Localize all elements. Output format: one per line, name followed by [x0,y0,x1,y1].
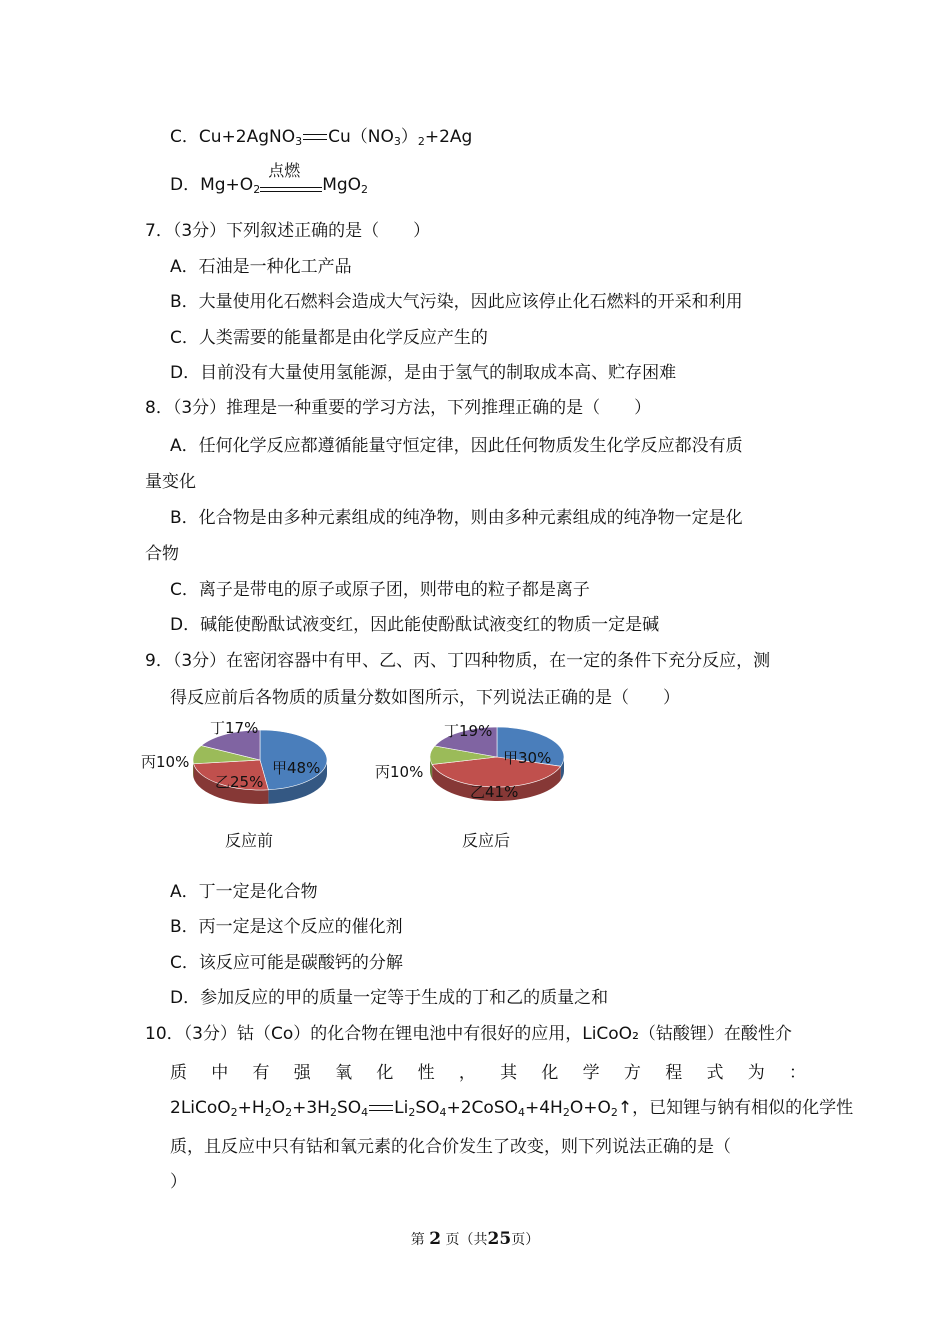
q10-char: 式 [706,1063,724,1083]
q9-option-a: A．丁一定是化合物 [170,882,318,902]
pie-label: 乙25% [215,773,264,791]
q10-char: 有 [252,1063,270,1083]
q10-char: 化 [541,1063,559,1083]
q10-stem-cont: 质，且反应中只有钴和氧元素的化合价发生了改变，则下列说法正确的是（ [170,1137,731,1157]
q6-option-d: D．$Mg+O_2$ 点燃 MgO$_2$ [170,161,369,196]
q10-char: 其 [500,1063,518,1083]
q9-option-d: D．参加反应的甲的质量一定等于生成的丁和乙的质量之和 [170,988,609,1008]
q9-stem-cont: 得反应前后各物质的质量分数如图所示，下列说法正确的是（ ） [170,688,680,708]
chart-title-before: 反应前 [225,831,274,850]
equals-bar [369,1105,393,1111]
q8-option-a-cont: 量变化 [145,472,196,492]
q10-char: 学 [582,1063,600,1083]
q10-equation: $2LiCoO_2+H_2O_2+3H_2SO_4$ $Li_2SO_4+2CoSO_4+4H_2O+O_2↑$，已知锂与钠有相似的化学性 [170,1098,854,1119]
q6-option-c: C．Cu+2AgNO$_3$ $Cu(NO_3)_2+2Ag$ [170,127,473,148]
pie-label: 乙41% [470,783,519,801]
pie-label: 丁19% [444,722,493,740]
q8-option-c: C．离子是带电的原子或原子团，则带电的粒子都是离子 [170,580,590,600]
equals-bar [303,134,327,140]
q10-stem: 10．（3分）钴（Co）的化合物在锂电池中有很好的应用，LiCoO₂（钴酸锂）在酸性介 [145,1024,792,1044]
pie-label: 丁17% [210,719,259,737]
page-total: 25 [487,1229,512,1249]
q10-char: 氧 [335,1063,353,1083]
pie-label: 甲48% [272,759,321,777]
q10-char: 为 [747,1063,765,1083]
q10-char: 化 [376,1063,394,1083]
q7-option-a: A．石油是一种化工产品 [170,257,352,277]
q9-option-b: B．丙一定是这个反应的催化剂 [170,917,403,937]
q7-option-b: B．大量使用化石燃料会造成大气污染，因此应该停止化石燃料的开采和利用 [170,292,743,312]
q10-char: ： [788,1063,806,1083]
q7-option-d: D．目前没有大量使用氢能源，是由于氢气的制取成本高、贮存困难 [170,363,677,383]
q8-option-b: B．化合物是由多种元素组成的纯净物，则由多种元素组成的纯净物一定是化 [170,508,743,528]
pie-label: 丙10% [375,763,424,781]
q10-stem-end: ） [170,1172,187,1192]
q10-char: 程 [665,1063,683,1083]
q10-char: 质 [170,1063,187,1083]
q10-char: ， [458,1063,476,1083]
reaction-condition: 点燃 [260,173,322,197]
q10-char: 性 [417,1063,435,1083]
q10-char: 强 [293,1063,311,1083]
page-number: 2 [429,1229,442,1249]
pie-label: 丙10% [141,753,190,771]
q8-stem: 8．（3分）推理是一种重要的学习方法，下列推理正确的是（ ） [145,398,652,418]
q7-stem: 7．（3分）下列叙述正确的是（ ） [145,221,431,241]
chart-title-after: 反应后 [462,831,511,850]
q10-char: 中 [211,1063,229,1083]
pie-label: 甲30% [503,749,552,767]
q7-option-c: C．人类需要的能量都是由化学反应产生的 [170,328,488,348]
page-footer: 第 2 页（共25页） [410,1229,540,1249]
q8-option-d: D．碱能使酚酞试液变红，因此能使酚酞试液变红的物质一定是碱 [170,615,660,635]
q8-option-b-cont: 合物 [145,544,179,564]
q9-stem: 9．（3分）在密闭容器中有甲、乙、丙、丁四种物质，在一定的条件下充分反应，测 [145,651,771,671]
q10-stem-spread [170,1061,806,1085]
q9-option-c: C．该反应可能是碳酸钙的分解 [170,953,403,973]
q8-option-a: A．任何化学反应都遵循能量守恒定律，因此任何物质发生化学反应都没有质 [170,436,743,456]
q10-char: 方 [623,1063,641,1083]
